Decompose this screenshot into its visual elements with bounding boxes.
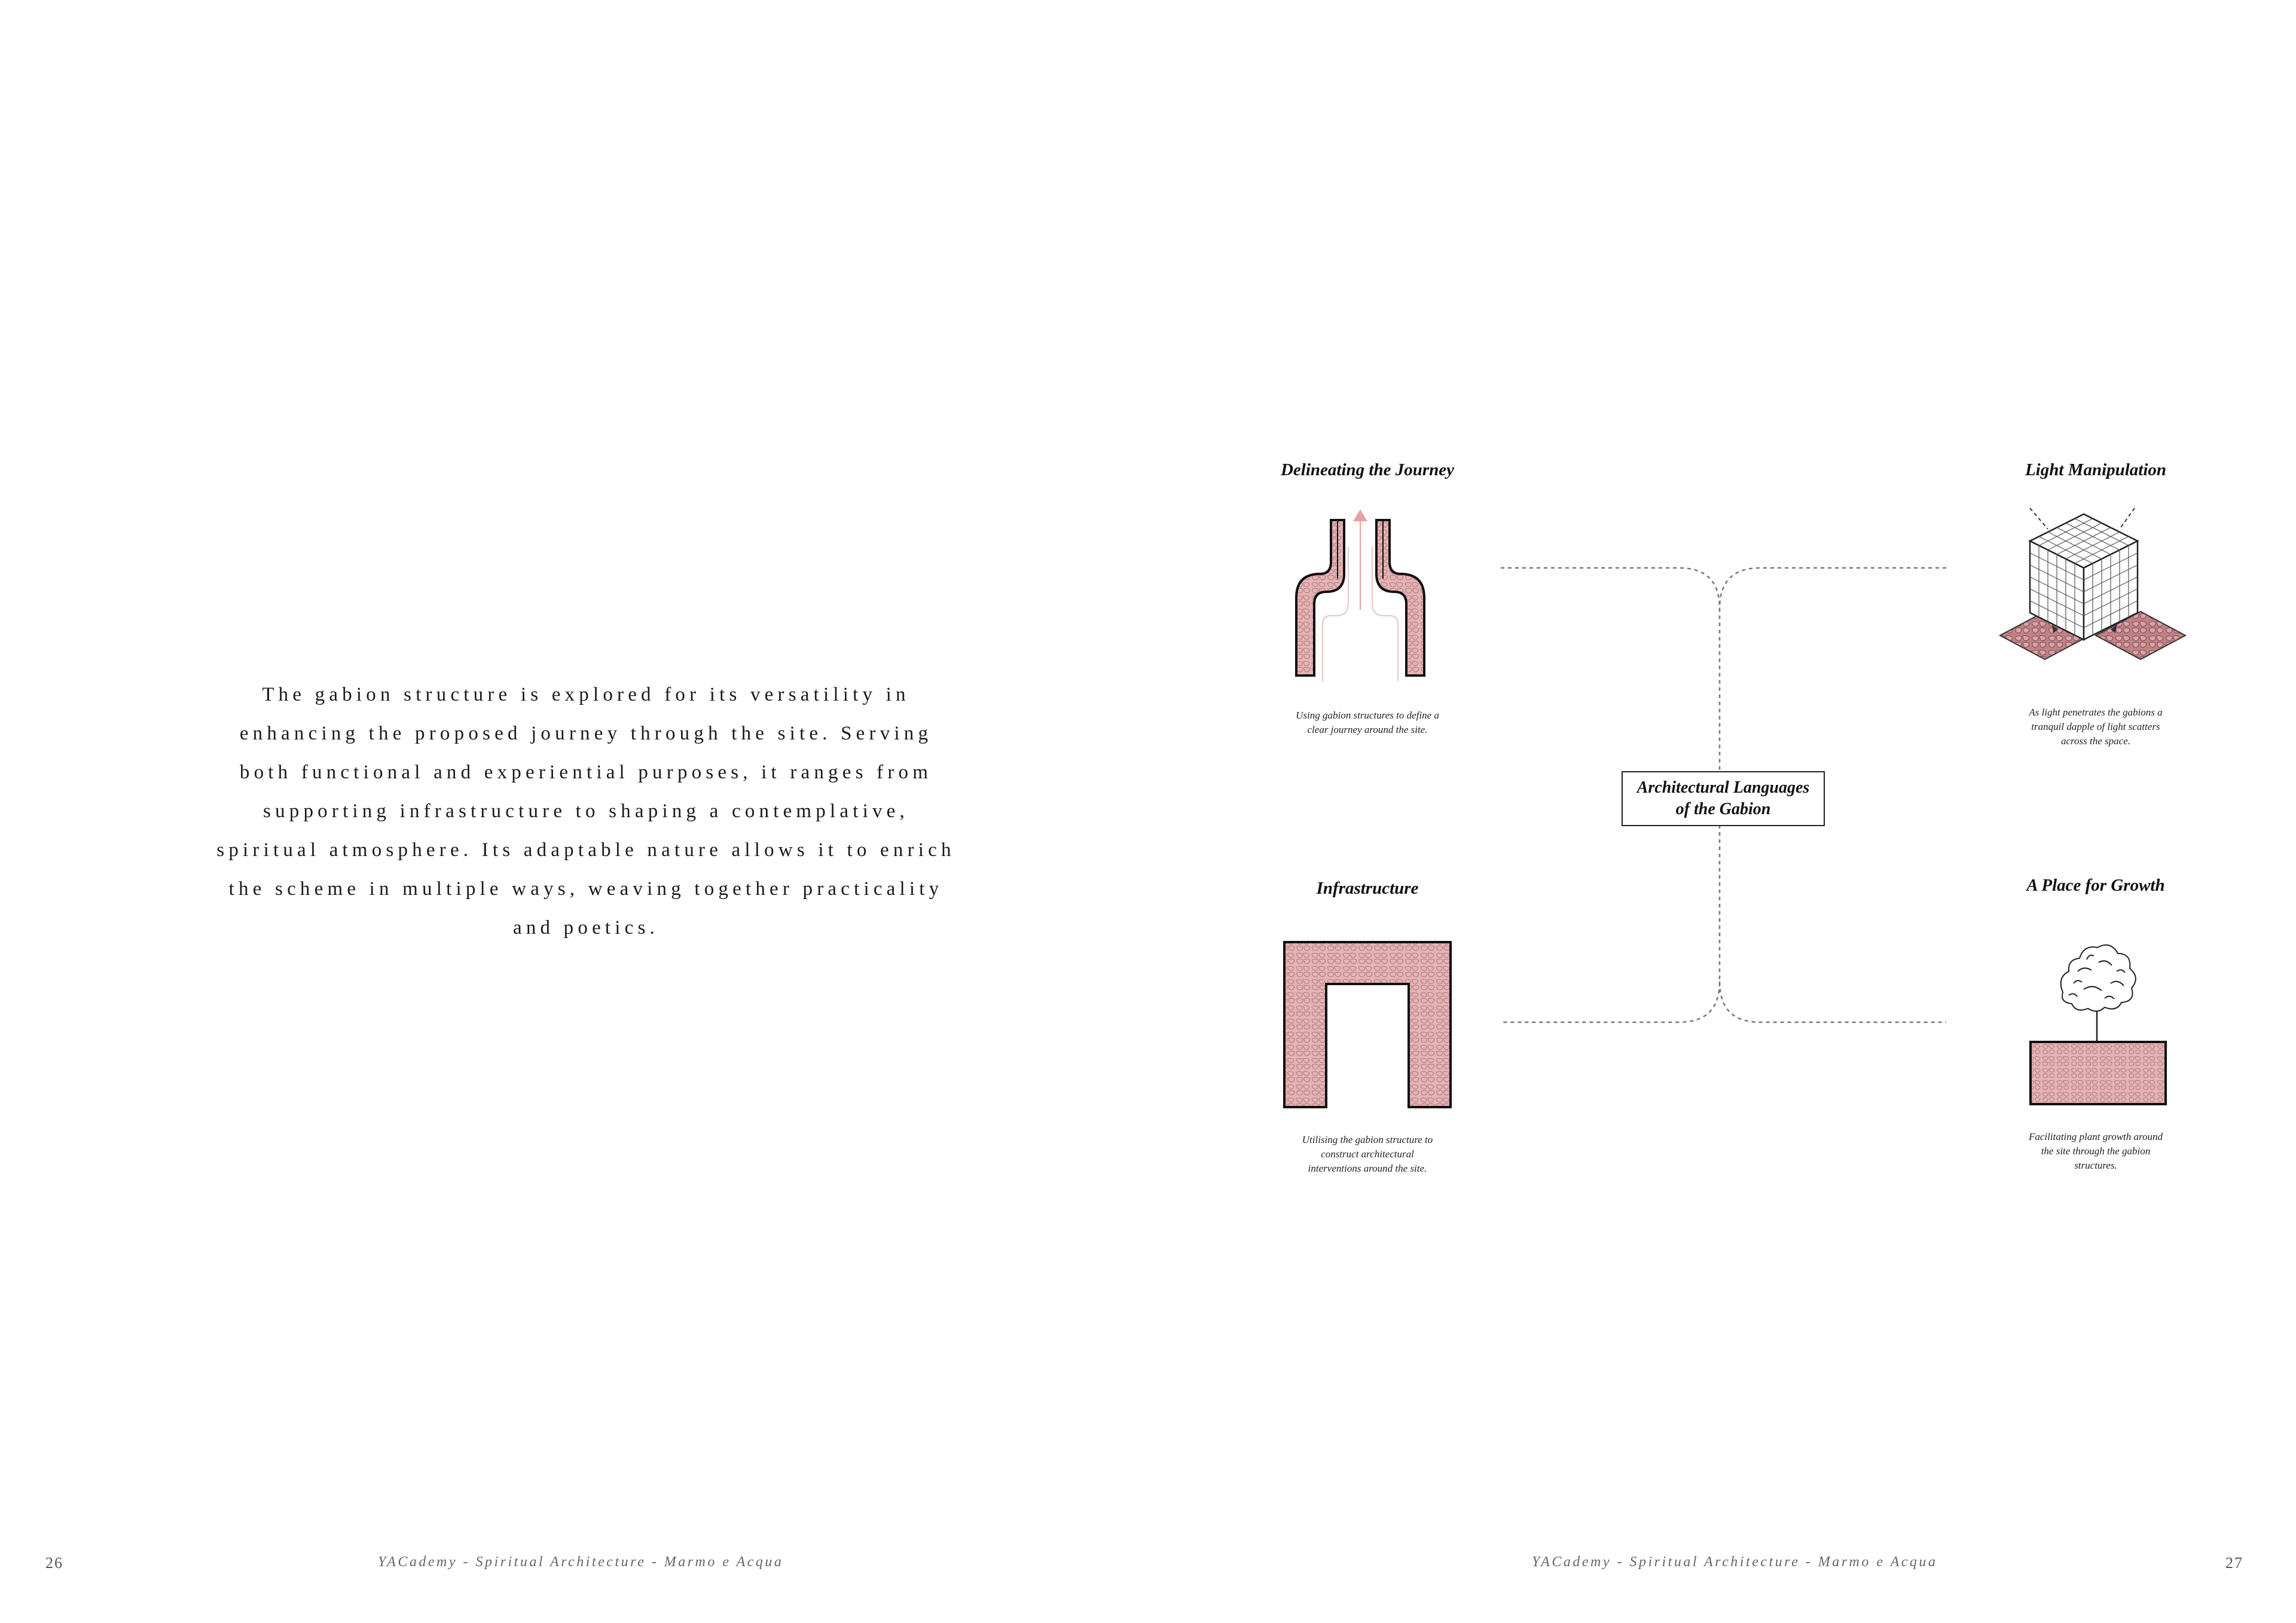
caption-line: tranquil dapple of light scatters: [2031, 721, 2160, 732]
caption-line: As light penetrates the gabions a: [2029, 707, 2163, 718]
journey-caption: [1296, 708, 1439, 737]
center-title-line: of the Gabion: [1675, 800, 1771, 818]
gabion-cube-icon: [1997, 505, 2194, 667]
caption-line: the site through the gabion: [2041, 1145, 2151, 1157]
journey-title: Delineating the Journey: [1280, 460, 1455, 479]
light-title: Light Manipulation: [2025, 460, 2167, 479]
caption-line: Using gabion structures to define a: [1296, 710, 1439, 721]
infrastructure-title: Infrastructure: [1316, 879, 1419, 898]
caption-line: clear journey around the site.: [1307, 724, 1428, 735]
gabion-arch-icon: [1280, 939, 1453, 1112]
intro-line: spiritual atmosphere. Its adaptable nature allows it to enrich: [216, 839, 955, 861]
caption-line: construct architectural: [1321, 1148, 1414, 1160]
intro-line: both functional and experiential purposes, it ranges from: [239, 762, 933, 783]
page-number-right: 27: [2225, 1554, 2243, 1572]
footer-left: YACademy - Spiritual Architecture - Marmo e Acqua: [378, 1554, 784, 1570]
footer-right: YACademy - Spiritual Architecture - Marmo e Acqua: [1532, 1554, 1938, 1570]
growth-title: A Place for Growth: [2026, 876, 2165, 895]
page-number-left: 26: [45, 1554, 63, 1572]
intro-line: supporting infrastructure to shaping a contemplative,: [263, 800, 909, 822]
center-title-line: Architectural Languages: [1636, 778, 1810, 797]
intro-line: and poetics.: [512, 917, 660, 939]
light-caption: [2029, 705, 2162, 748]
caption-line: Utilising the gabion structure to: [1302, 1134, 1433, 1145]
caption-line: structures.: [2074, 1160, 2117, 1171]
gabion-path-icon: [1280, 502, 1459, 681]
growth-caption: [2029, 1130, 2163, 1173]
tree-planter-icon: [2027, 936, 2170, 1109]
caption-line: Facilitating plant growth around: [2029, 1131, 2163, 1142]
infrastructure-caption: [1302, 1133, 1433, 1176]
intro-line: The gabion structure is explored for its versatility in: [262, 684, 910, 705]
caption-line: interventions around the site.: [1308, 1163, 1427, 1174]
caption-line: across the space.: [2061, 735, 2130, 747]
intro-line: enhancing the proposed journey through the site. Serving: [239, 723, 933, 744]
intro-line: the scheme in multiple ways, weaving together practicality: [228, 878, 944, 900]
center-title-box: [1622, 771, 1825, 826]
